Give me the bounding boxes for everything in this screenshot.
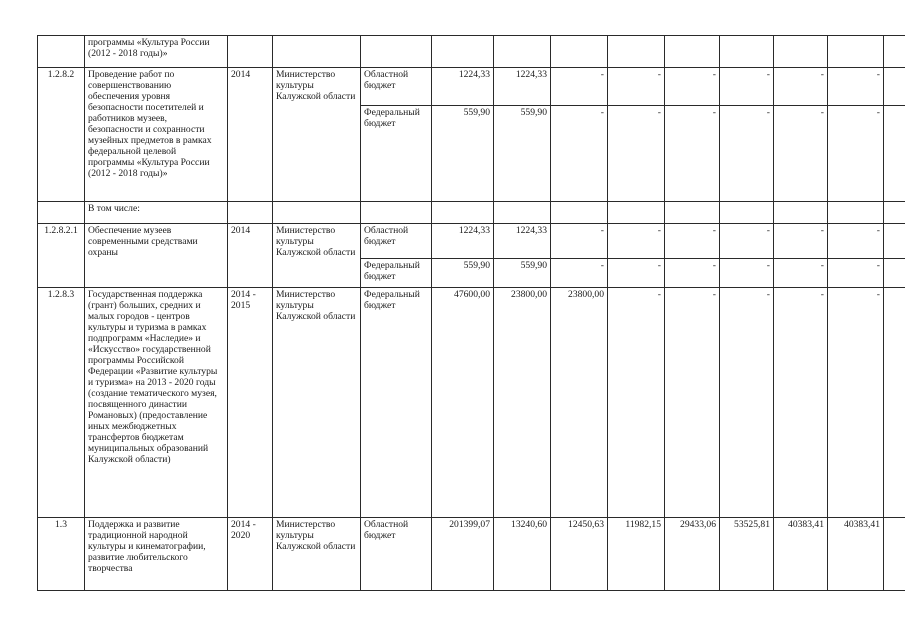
executor-cell: Министерство культуры Калужской области	[273, 288, 361, 518]
value-cell: -	[551, 106, 608, 202]
value-cell: -	[608, 288, 665, 518]
value-cell: -	[665, 288, 720, 518]
value-cell: 11982,15	[608, 518, 665, 591]
value-cell: 1224,33	[494, 68, 551, 106]
value-cell: -	[551, 68, 608, 106]
source-cell: Федеральный бюджет	[361, 106, 432, 202]
value-cell: 1224,33	[494, 224, 551, 259]
value-cell: -	[828, 224, 884, 259]
years-cell: 2014	[228, 68, 273, 202]
source-cell: Областной бюджет	[361, 224, 432, 259]
table-row	[38, 202, 905, 224]
source-cell: Федеральный бюджет	[361, 259, 432, 288]
executor-cell: Министерство культуры Калужской области	[273, 224, 361, 288]
total-cell: 559,90	[432, 106, 494, 202]
value-cell: -	[665, 106, 720, 202]
total-cell: 1224,33	[432, 68, 494, 106]
total-cell: 201399,07	[432, 518, 494, 591]
value-cell: 40383,41	[774, 518, 828, 591]
value-cell: -	[828, 259, 884, 288]
value-cell: -	[774, 68, 828, 106]
value-cell: -	[774, 259, 828, 288]
value-cell: -	[720, 68, 774, 106]
total-cell: 1224,33	[432, 224, 494, 259]
value-cell: -	[774, 106, 828, 202]
value-cell: 23800,00	[551, 288, 608, 518]
code-cell	[38, 36, 85, 68]
value-cell: 29433,06	[665, 518, 720, 591]
table-row	[38, 518, 905, 591]
value-cell: 559,90	[494, 106, 551, 202]
table-row	[38, 68, 905, 106]
table-row	[38, 288, 905, 518]
source-cell: Федеральный бюджет	[361, 288, 432, 518]
value-cell: -	[720, 259, 774, 288]
source-cell: Областной бюджет	[361, 518, 432, 591]
value-cell: -	[828, 288, 884, 518]
value-cell: -	[720, 288, 774, 518]
executor-cell: Министерство культуры Калужской области	[273, 68, 361, 202]
value-cell: -	[828, 106, 884, 202]
source-cell: Областной бюджет	[361, 68, 432, 106]
value-cell: -	[608, 224, 665, 259]
value-cell: 53525,81	[720, 518, 774, 591]
value-cell: -	[665, 259, 720, 288]
years-cell: 2014	[228, 224, 273, 288]
value-cell: 559,90	[494, 259, 551, 288]
value-cell: 13240,60	[494, 518, 551, 591]
value-cell: -	[551, 259, 608, 288]
code-cell: 1.2.8.2.1	[38, 224, 85, 288]
name-cell: В том числе:	[85, 202, 228, 224]
name-cell: Проведение работ по совершенствованию обеспечения уровня безопасности посетителей и работников музеев, безопасности и сохранности музейных предметов в рамках федеральной целевой программы «Культура России (2012 - 2018 годы)»	[85, 68, 228, 202]
name-cell: программы «Культура России (2012 - 2018 годы)»	[85, 36, 228, 68]
name-cell: Государственная поддержка (грант) больших, средних и малых городов - центров культуры и туризма в рамках подпрограмм «Наследие» и «Искусство» государственной программы Российской Федерации «Развитие культуры и туризма» на 2013 - 2020 годы (создание тематического музея, посвященного династии Романовых) (предоставление иных межбюджетных трансфертов бюджетам муниципальных образований Калужской области)	[85, 288, 228, 518]
name-cell: Поддержка и развитие традиционной народной культуры и кинематографии, развитие любительского творчества	[85, 518, 228, 591]
years-cell: 2014 - 2020	[228, 518, 273, 591]
years-cell: 2014 - 2015	[228, 288, 273, 518]
value-cell: -	[720, 106, 774, 202]
value-cell: -	[774, 224, 828, 259]
code-cell: 1.2.8.2	[38, 68, 85, 202]
value-cell: -	[774, 288, 828, 518]
value-cell: 23800,00	[494, 288, 551, 518]
value-cell: -	[608, 259, 665, 288]
executor-cell: Министерство культуры Калужской области	[273, 518, 361, 591]
name-cell: Обеспечение музеев современными средствами охраны	[85, 224, 228, 288]
value-cell: -	[551, 224, 608, 259]
value-cell: -	[608, 106, 665, 202]
total-cell: 559,90	[432, 259, 494, 288]
table-row	[38, 36, 905, 68]
total-cell: 47600,00	[432, 288, 494, 518]
code-cell: 1.3	[38, 518, 85, 591]
code-cell: 1.2.8.3	[38, 288, 85, 518]
value-cell: -	[665, 68, 720, 106]
value-cell: -	[665, 224, 720, 259]
value-cell: -	[608, 68, 665, 106]
value-cell: -	[828, 68, 884, 106]
value-cell: -	[720, 224, 774, 259]
value-cell: 40383,41	[828, 518, 884, 591]
value-cell: 12450,63	[551, 518, 608, 591]
table-row	[38, 224, 905, 259]
budget-table	[37, 35, 905, 591]
